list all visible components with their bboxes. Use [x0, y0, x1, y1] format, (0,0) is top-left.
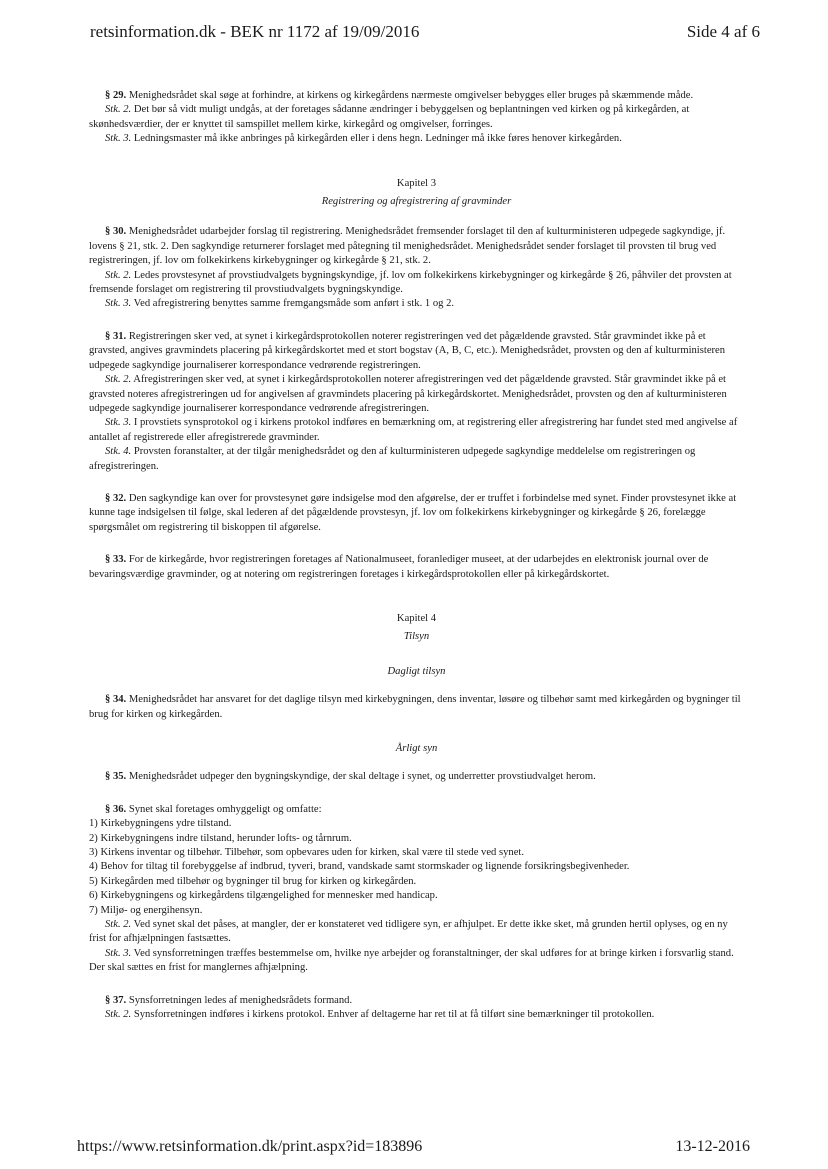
stk-paragraph	[89, 269, 744, 298]
stk-paragraph	[89, 445, 744, 474]
paragraph-29	[89, 89, 744, 103]
page-number: Side 4 af 6	[686, 22, 760, 41]
section-number: § 35.	[105, 771, 127, 783]
paragraph-37	[89, 994, 744, 1008]
stk-paragraph	[89, 947, 744, 976]
chapter-title: Kapitel 3	[396, 177, 437, 189]
stk-label: Stk. 2.	[105, 269, 132, 281]
paragraph-text: Ved synsforretningen træffes bestemmelse om, hvilke nye arbejder og foranstaltninger, der skal udføres for at bringe kirken i forsvarlig stand. Der skal sættes en frist for manglernes afhjælpning.	[89, 947, 734, 974]
section-number: § 36.	[105, 803, 127, 815]
paragraph-text: Menighedsrådet udarbejder forslag til registrering. Menighedsrådet fremsender forslaget til den af kulturministeren udpegede sagkyndige, jf. lovens § 21, stk. 2. Den sagkyndige returnerer forslaget med påtegning til menighedsrådet. Menighedsrådet sender forslaget til provsten til brug ved registreringen, jf. lov om folkekirkens kirkebygninger og kirkegårde § 21, stk. 2.	[89, 226, 726, 267]
paragraph-31	[89, 330, 744, 373]
paragraph-text: Menighedsrådet udpeger den bygningskyndige, der skal deltage i synet, og underretter provstiudvalget herom.	[126, 771, 596, 783]
paragraph-text: Ledningsmaster må ikke anbringes på kirkegården eller i dens hegn. Ledninger må ikke føres henover kirkegården.	[131, 133, 622, 145]
document-body	[89, 89, 744, 1023]
paragraph-35	[89, 770, 744, 784]
stk-paragraph	[89, 1008, 744, 1022]
stk-paragraph	[89, 918, 744, 947]
chapter-subtitle: Tilsyn	[403, 631, 430, 643]
paragraph-text: Provsten foranstalter, at der tilgår menighedsrådet og den af kulturministeren udpegede sagkyndige meddelelse om registreringen og afregistreringen.	[89, 446, 696, 472]
list-item: 2) Kirkebygningens indre tilstand, herunder lofts- og tårnrum.	[89, 832, 352, 844]
stk-label: Stk. 2.	[105, 374, 132, 386]
stk-label: Stk. 4.	[105, 446, 132, 458]
paragraph-32	[89, 492, 744, 535]
stk-label: Stk. 3.	[105, 298, 132, 310]
section-subheading: Årligt syn	[395, 743, 438, 754]
footer-url: https://www.retsinformation.dk/print.aspx?id=183896	[77, 1138, 423, 1155]
stk-label: Stk. 2.	[105, 1009, 132, 1021]
paragraph-text: Den sagkyndige kan over for provstesynet gøre indsigelse mod den afgørelse, der er truffet i forbindelse med synet. Finder provstesynet ikke at kunne tage indsigelsen til følge, skal lederen af det pågældende provstesyn, jf. lov om folkekirkens kirkebygninger og kirkegårde § 26, forelægge spørgsmålet om registrering til biskoppen til afgørelse.	[89, 492, 737, 533]
chapter-title: Kapitel 4	[396, 612, 437, 624]
section-number: § 29.	[105, 90, 127, 101]
paragraph-text: Ved synet skal det påses, at mangler, der er konstateret ved tidligere syn, er afhjulpet. Er dette ikke sket, må grunden hertil oplyses, og en ny frist for afhjælpningen fastsættes.	[89, 919, 728, 945]
paragraph-text: Afregistreringen sker ved, at synet i kirkegårdsprotokollen noterer afregistreringen ved det pågældende gravsted. Står gravmindet ikke på et gravsted noteres afregistreringen ud for angivelsen af gravmindets placering på kirkegårdskortet. Menighedsrådet, provsten og den af kulturministeren udpegede sagkyndige journaliserer korrespondance vedrørende afregistreringen.	[89, 374, 727, 414]
paragraph-text: Menighedsrådet har ansvaret for det daglige tilsyn med kirkebygningen, dens inventar, løsøre og tilbehør samt med kirkegården og bygninger til brug for kirken og kirkegården.	[89, 694, 741, 720]
section-number: § 31.	[105, 330, 127, 342]
stk-label: Stk. 3.	[105, 133, 132, 145]
paragraph-text: Ved afregistrering benyttes samme fremgangsmåde som anført i stk. 1 og 2.	[131, 298, 455, 310]
paragraph-text: Synet skal foretages omhyggeligt og omfatte:	[126, 803, 322, 815]
stk-label: Stk. 2.	[105, 104, 132, 116]
stk-paragraph	[89, 297, 744, 311]
section-number: § 33.	[105, 554, 127, 566]
stk-label: Stk. 3.	[105, 947, 132, 959]
paragraph-text: I provstiets synsprotokol og i kirkens protokol indføres en bemærkning om, at registrering eller afregistrering har fundet sted med angivelse af antallet af registrerede eller afregistrerede gravminder.	[89, 417, 738, 443]
stk-label: Stk. 2.	[105, 919, 132, 931]
stk-paragraph	[89, 103, 744, 132]
paragraph-text: Menighedsrådet skal søge at forhindre, at kirkens og kirkegårdens nærmeste omgivelser bebygges eller bruges på skæmmende måde.	[126, 90, 694, 101]
paragraph-36	[89, 803, 744, 817]
paragraph-30	[89, 225, 744, 268]
section-number: § 34.	[105, 694, 127, 706]
footer-date: 13-12-2016	[675, 1138, 750, 1155]
page-header-title: retsinformation.dk - BEK nr 1172 af 19/09/2016	[90, 22, 420, 41]
list-item: 4) Behov for tiltag til forebyggelse af indbrud, tyveri, brand, vandskade samt stormskader og lignende forsikringsbegivenheder.	[89, 861, 630, 873]
section-number: § 30.	[105, 226, 127, 238]
stk-paragraph	[89, 416, 744, 445]
stk-paragraph	[89, 132, 744, 146]
list-item: 7) Miljø- og energihensyn.	[89, 904, 203, 916]
paragraph-text: For de kirkegårde, hvor registreringen foretages af Nationalmuseet, foranlediger museet, at der udarbejdes en elektronisk journal over de bevaringsværdige gravminder, og at notering om registreringen foretages i kirkegårdsprotokollen eller på kirkegårdskortet.	[89, 554, 709, 580]
list-item: 5) Kirkegården med tilbehør og bygninger til brug for kirken og kirkegården.	[89, 875, 417, 887]
stk-label: Stk. 3.	[105, 417, 132, 429]
paragraph-34	[89, 693, 744, 722]
list-item: 6) Kirkebygningens og kirkegårdens tilgængelighed for mennesker med handicap.	[89, 890, 438, 902]
paragraph-33	[89, 553, 744, 582]
section-subheading: Dagligt tilsyn	[387, 665, 446, 677]
paragraph-text: Registreringen sker ved, at synet i kirkegårdsprotokollen noterer registreringen ved det pågældende gravsted. Står gravmindet ikke på et gravsted, angives gravmindets placering på kirkegårdskortet med et stort bogstav (A, B, C, etc.). Menighedsrådet, provsten og den af kulturministeren udpegede sagkyndige journaliserer korrespondance vedrørende registreringen.	[89, 330, 726, 371]
list-item: 3) Kirkens inventar og tilbehør. Tilbehør, som opbevares uden for kirken, skal være til stede ved synet.	[89, 847, 525, 859]
section-number: § 37.	[105, 994, 127, 1006]
paragraph-text: Synsforretningen indføres i kirkens protokol. Enhver af deltagerne har ret til at få tilført sine bemærkninger til protokollen.	[131, 1009, 655, 1021]
section-number: § 32.	[105, 492, 127, 504]
stk-paragraph	[89, 373, 744, 416]
list-item: 1) Kirkebygningens ydre tilstand.	[89, 818, 232, 830]
paragraph-text: Det bør så vidt muligt undgås, at der foretages sådanne ændringer i bebyggelsen og beplantningen ved kirken og på kirkegården, at skønhedsværdier, der er knyttet til samspillet mellem kirke, kirkegård og omgivelser, forringes.	[89, 104, 690, 130]
chapter-subtitle: Registrering og afregistrering af gravminder	[321, 196, 512, 208]
paragraph-text: Synsforretningen ledes af menighedsrådets formand.	[126, 994, 353, 1006]
paragraph-text: Ledes provstesynet af provstiudvalgets bygningskyndige, jf. lov om folkekirkens kirkebygninger og kirkegårde § 26, påhviler det provsten at fremsende forslaget om registrering til provstiudvalgets bygningskyndige.	[89, 269, 732, 296]
